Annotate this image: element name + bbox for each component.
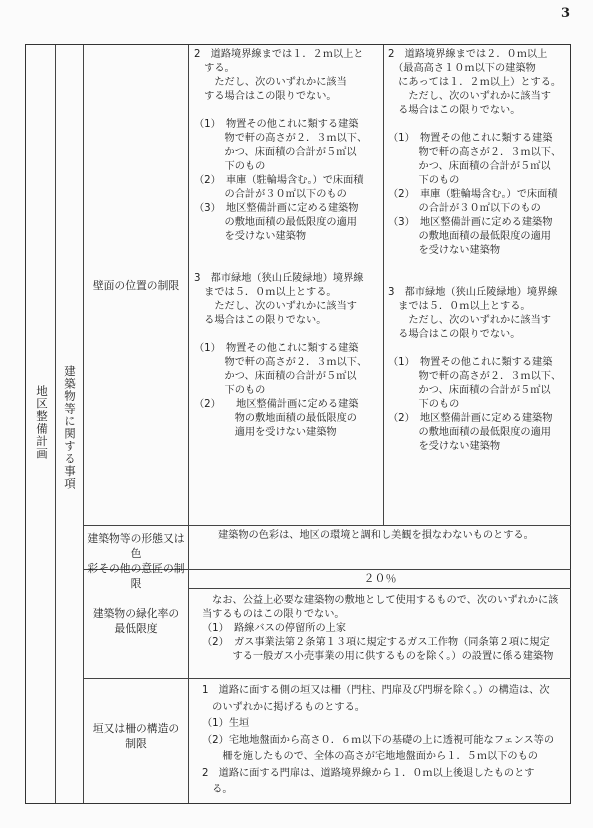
text-line: 2 道路境界線までは１．２ｍ以上と — [194, 49, 364, 60]
text-line: る。 — [202, 784, 233, 795]
wall-position-standard-b — [388, 48, 570, 454]
text-line: する場合はこの限りでない。 — [194, 91, 337, 102]
divider — [188, 45, 189, 803]
greening-ratio-label — [84, 606, 188, 636]
text-line: （1） 物置その他これに類する建築 — [194, 343, 359, 354]
wall-position-label: 壁面の位置の制限 — [92, 279, 180, 292]
text-line: 適用を受けない建築物 — [194, 427, 337, 438]
divider — [83, 525, 571, 526]
text-line: る場合はこの限りでない。 — [388, 329, 521, 340]
text-line: 下のもの — [388, 399, 460, 410]
text-line — [194, 104, 382, 118]
text-line: る場合はこの限りでない。 — [194, 315, 327, 326]
fence-structure-text — [202, 683, 570, 799]
text-line — [388, 258, 570, 272]
text-line: を受けない建築物 — [194, 231, 307, 242]
text-line: を受けない建築物 — [388, 441, 501, 452]
text-line: 2 道路に面する門扉は、道路境界線から１．０ｍ以上後退したものとす — [202, 767, 535, 779]
text-line: する一般ガス小売事業の用に供するものを除く。）の設置に係る建築物 — [202, 651, 554, 662]
text-line: （1） 物置その他これに類する建築 — [194, 119, 359, 130]
text-line: 柵を施したもので、全体の高さが宅地地盤面から１．５ｍ以下のもの — [202, 751, 538, 762]
text-line: 下のもの — [388, 175, 460, 186]
text-line: ただし、次のいずれかに該当す — [388, 315, 551, 326]
text-line: かつ、床面積の合計が５㎡以 — [388, 385, 551, 396]
text-line: の合計が３０㎡以下のもの — [194, 189, 347, 200]
text-line: （最高高さ１０ｍ以下の建築物 — [388, 63, 536, 74]
text-line: のいずれかに掲げるものとする。 — [202, 701, 365, 713]
text-line: かつ、床面積の合計が５㎡以 — [194, 371, 357, 382]
text-line: ただし、次のいずれかに該当す — [194, 301, 357, 312]
regulation-table — [25, 44, 571, 804]
text-line — [194, 328, 382, 342]
text-line: の敷地面積の最低限度の適用 — [388, 427, 551, 438]
text-line: までは５．０ｍ以上とする。 — [388, 301, 531, 312]
design-restriction-label — [84, 531, 188, 591]
text-line: （1） 路線バスの停留所の上家 — [202, 623, 347, 634]
text-line: （2） 地区整備計画に定める建築 — [194, 399, 359, 410]
label-line: 彩その他の意匠の制限 — [87, 562, 185, 590]
text-line: 3 都市緑地（狭山丘陵緑地）境界線 — [388, 287, 558, 298]
text-line: なお、公益上必要な建築物の敷地として使用するもので、次のいずれかに該 — [202, 595, 559, 606]
text-line — [388, 342, 570, 356]
text-line: ただし、次のいずれかに該当 — [194, 77, 347, 88]
divider — [83, 678, 571, 679]
text-line: （3） 地区整備計画に定める建築物 — [194, 203, 359, 214]
fence-structure-label — [84, 721, 188, 751]
text-line: 2 道路境界線までは２．０ｍ以上 — [388, 49, 548, 60]
label-line: 建築物等の形態又は色 — [87, 532, 185, 560]
text-line: 3 都市緑地（狭山丘陵緑地）境界線 — [194, 273, 364, 284]
text-line: 物の敷地面積の最低限度の — [194, 413, 357, 424]
divider — [55, 45, 56, 803]
label-line: 制限 — [125, 737, 147, 750]
building-matters-header: 建築物等に関する事項 — [63, 365, 77, 490]
text-line: （1） 物置その他これに類する建築 — [388, 357, 553, 368]
text-line: ただし、次のいずれかに該当す — [388, 91, 551, 102]
text-line: 1 道路に面する側の垣又は柵（門柱、門扉及び門塀を除く。）の構造は、次 — [202, 685, 550, 696]
label-line: 垣又は柵の構造の — [92, 722, 180, 735]
text-line: （1） 物置その他これに類する建築 — [388, 133, 553, 144]
divider — [83, 45, 84, 803]
text-line: する。 — [194, 63, 235, 74]
text-line: を受けない建築物 — [388, 245, 501, 256]
text-line: （1）生垣 — [202, 718, 250, 729]
text-line — [388, 118, 570, 132]
district-plan-header: 地区整備計画 — [35, 385, 49, 460]
text-line: （2） ガス事業法第２条第１３項に規定するガス工作物（同条第２項に規定 — [202, 637, 550, 648]
text-line: （2） 車庫（駐輪場含む。）で床面積 — [388, 189, 558, 200]
text-line: 物で軒の高さが２．３ｍ以下、 — [194, 357, 368, 368]
wall-position-standard-a — [194, 48, 382, 440]
text-line: （2） 地区整備計画に定める建築物 — [388, 413, 553, 424]
text-line: （3） 地区整備計画に定める建築物 — [388, 217, 553, 228]
label-line: 建築物の緑化率の — [92, 607, 180, 620]
text-line: 下のもの — [194, 385, 266, 396]
text-line: の敷地面積の最低限度の適用 — [388, 231, 551, 242]
design-restriction-text: 建築物の色彩は、地区の環境と調和し美観を損なわないものとする。 — [218, 530, 534, 541]
greening-exceptions — [202, 594, 570, 664]
text-line: の敷地面積の最低限度の適用 — [194, 217, 357, 228]
text-line: （2） 車庫（駐輪場含む。）で床面積 — [194, 175, 364, 186]
text-line: 物で軒の高さが２．３ｍ以下、 — [388, 147, 562, 158]
text-line — [194, 258, 382, 272]
text-line: かつ、床面積の合計が５㎡以 — [388, 161, 551, 172]
divider — [383, 45, 384, 525]
text-line: 下のもの — [194, 161, 266, 172]
text-line: 物で軒の高さが２．３ｍ以下、 — [194, 133, 368, 144]
text-line — [388, 272, 570, 286]
text-line: かつ、床面積の合計が５㎡以 — [194, 147, 357, 158]
text-line: （2）宅地地盤面から高さ０．６ｍ以下の基礎の上に透視可能なフェンス等の — [202, 734, 555, 746]
greening-ratio-value: ２０％ — [363, 572, 397, 585]
page-number: 3 — [561, 6, 571, 21]
text-line — [194, 244, 382, 258]
label-line: 最低限度 — [114, 622, 158, 635]
text-line: 物で軒の高さが２．３ｍ以下、 — [388, 371, 562, 382]
text-line: までは５．０ｍ以上とする。 — [194, 287, 337, 298]
text-line: 当するものはこの限りでない。 — [202, 609, 345, 620]
text-line: にあっては１．２ｍ以上）とする。 — [388, 77, 562, 88]
divider — [188, 588, 571, 589]
text-line: の合計が３０㎡以下のもの — [388, 203, 541, 214]
text-line: る場合はこの限りでない。 — [388, 105, 521, 116]
